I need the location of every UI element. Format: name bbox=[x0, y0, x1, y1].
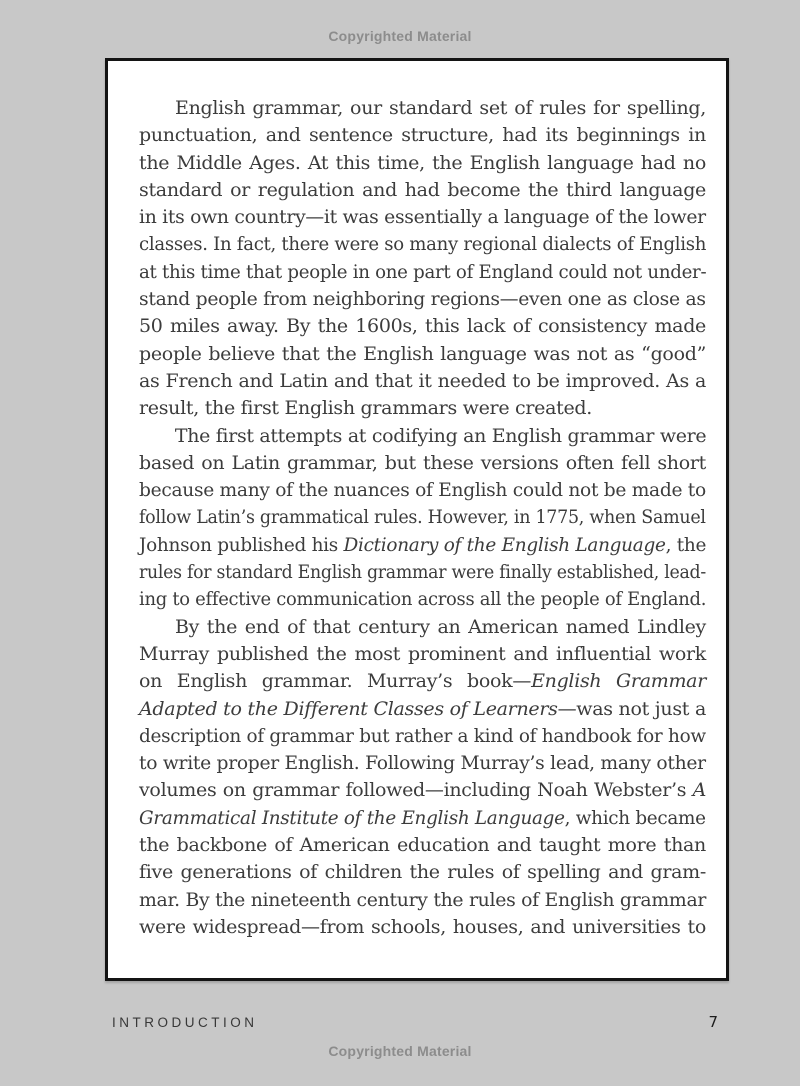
text-line bbox=[139, 586, 707, 613]
text-run: classes. In fact, there were so many regional dialects of English bbox=[139, 233, 707, 256]
text-run: description of grammar but rather a kind of handbook for how bbox=[139, 724, 706, 747]
text-line bbox=[139, 887, 707, 914]
text-run: the Middle Ages. At this time, the English language had no bbox=[139, 151, 706, 174]
text-line bbox=[139, 286, 706, 313]
text-run: Johnson published his bbox=[139, 533, 344, 556]
text-run: in its own country—it was essentially a language of the lower bbox=[139, 206, 706, 229]
text-run: English grammar, our standard set of rules for spelling, bbox=[175, 97, 706, 119]
text-line bbox=[139, 504, 706, 531]
page-footer bbox=[112, 1013, 718, 1031]
text-run: follow Latin’s grammatical rules. However, in 1775, when Samuel bbox=[139, 506, 706, 529]
text-run: standard or regulation and had become the third language bbox=[139, 178, 706, 201]
text-run: punctuation, and sentence structure, had its beginnings in bbox=[139, 124, 706, 147]
text-run: volumes on grammar followed—including Noah Webster’s bbox=[139, 779, 693, 802]
text-line bbox=[139, 805, 706, 832]
text-run: at this time that people in one part of England could not under- bbox=[139, 260, 707, 283]
text-run: as French and Latin and that it needed to be improved. As a bbox=[139, 369, 706, 392]
text-run: The first attempts at codifying an English grammar were bbox=[174, 424, 707, 447]
text-line bbox=[139, 777, 706, 804]
text-line bbox=[139, 532, 707, 559]
text-line bbox=[139, 395, 706, 422]
text-line bbox=[139, 341, 706, 368]
text-line bbox=[139, 477, 706, 504]
text-line bbox=[139, 450, 706, 477]
text-run: 50 miles away. By the 1600s, this lack of consistency made bbox=[139, 315, 706, 338]
text-line bbox=[139, 641, 706, 668]
text-line bbox=[139, 696, 706, 723]
text-run: stand people from neighboring regions—even one as close as bbox=[139, 288, 706, 311]
text-run: five generations of children the rules of spelling and gram- bbox=[139, 861, 706, 884]
text-line bbox=[139, 204, 706, 231]
text-line bbox=[139, 832, 706, 859]
text-run: ing to effective communication across all the people of England. bbox=[139, 588, 707, 611]
running-head: INTRODUCTION bbox=[112, 1015, 258, 1030]
text-run: mar. By the nineteenth century the rules of English grammar bbox=[139, 888, 707, 911]
text-run: the backbone of American education and taught more than bbox=[139, 834, 706, 857]
text-run: result, the first English grammars were created. bbox=[139, 397, 592, 420]
text-line bbox=[139, 95, 706, 122]
copyright-notice-top: Copyrighted Material bbox=[328, 28, 472, 44]
book-title-italic: Dictionary of the English Language bbox=[343, 533, 666, 556]
text-line bbox=[139, 914, 706, 941]
text-line bbox=[139, 122, 706, 149]
text-run: people believe that the English language was not as “good” bbox=[139, 342, 706, 365]
text-run: Murray published the most prominent and influential work bbox=[139, 642, 706, 665]
text-run: , the bbox=[665, 533, 707, 556]
text-line bbox=[139, 150, 706, 177]
text-run: to write proper English. Following Murray’s lead, many other bbox=[139, 752, 706, 775]
text-run: were widespread—from schools, houses, and universities to bbox=[139, 915, 706, 938]
text-run: based on Latin grammar, but these versions often fell short bbox=[139, 451, 706, 474]
page-number: 7 bbox=[708, 1013, 718, 1031]
text-run: —was not just a bbox=[557, 697, 706, 720]
book-title-italic: A bbox=[692, 779, 706, 802]
text-line bbox=[139, 368, 706, 395]
text-line bbox=[139, 668, 706, 695]
page-frame bbox=[105, 58, 729, 981]
text-line bbox=[139, 559, 706, 586]
text-line bbox=[139, 614, 706, 641]
text-run: because many of the nuances of English could not be made to bbox=[139, 479, 706, 502]
book-title-italic: Adapted to the Different Classes of Learners bbox=[139, 697, 558, 720]
page-text bbox=[108, 61, 726, 941]
book-title-italic: Grammatical Institute of the English Language bbox=[139, 806, 565, 829]
text-line bbox=[139, 259, 707, 286]
text-line bbox=[139, 423, 707, 450]
text-run: , which became bbox=[564, 806, 706, 829]
text-line bbox=[139, 723, 706, 750]
text-run: on English grammar. Murray’s book— bbox=[139, 670, 532, 693]
text-line bbox=[139, 177, 706, 204]
text-line bbox=[139, 231, 707, 258]
text-run: By the end of that century an American named Lindley bbox=[175, 615, 706, 638]
book-title-italic: English Grammar bbox=[531, 670, 706, 693]
text-line bbox=[139, 750, 706, 777]
text-run: rules for standard English grammar were finally established, lead- bbox=[139, 561, 706, 584]
text-line bbox=[139, 859, 706, 886]
copyright-notice-bottom: Copyrighted Material bbox=[328, 1043, 472, 1059]
text-line bbox=[139, 313, 706, 340]
